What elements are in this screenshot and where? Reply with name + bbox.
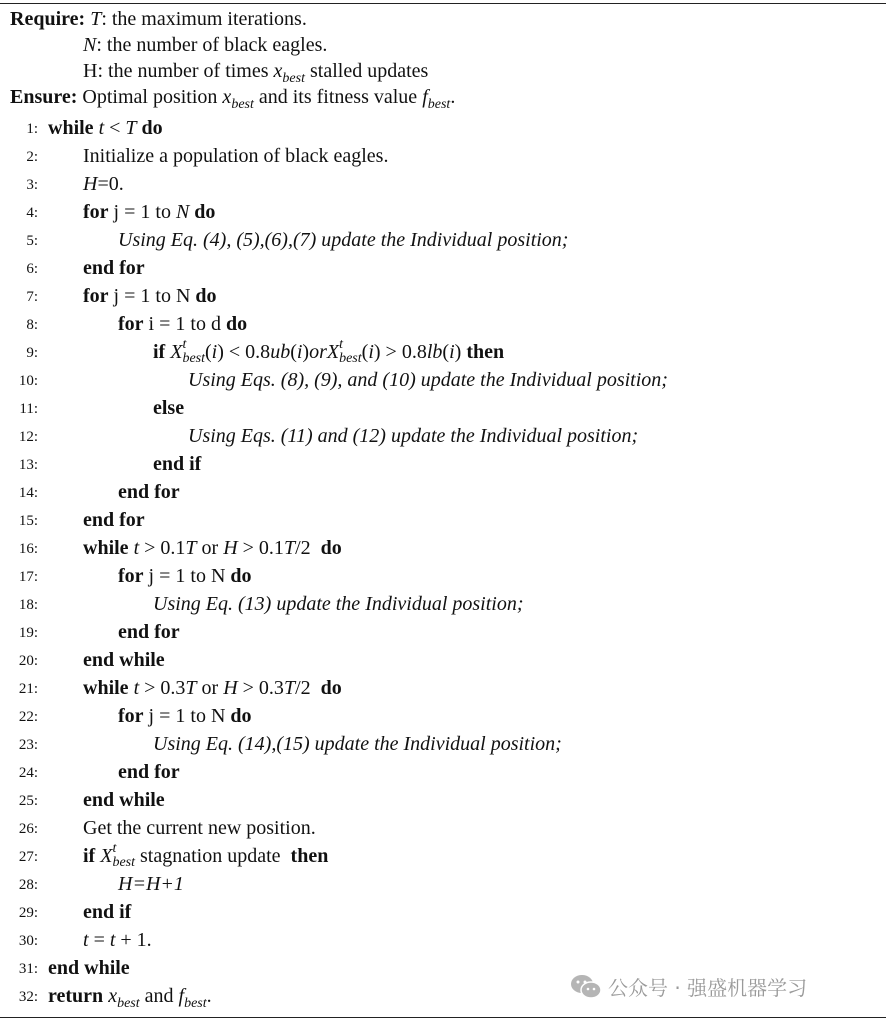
text-segment: for <box>118 705 144 727</box>
line-number: 27: <box>18 849 38 865</box>
text-segment: T <box>125 117 137 139</box>
text-segment: for <box>83 201 109 223</box>
text-segment: ( <box>361 341 369 363</box>
text-segment: end for <box>118 481 180 503</box>
text-segment: j = 1 to N <box>143 565 231 587</box>
text-segment: x <box>222 86 232 108</box>
text-segment: f <box>178 985 185 1007</box>
line-content <box>48 954 130 982</box>
text-segment: j = 1 to N <box>108 285 196 307</box>
line-content <box>83 646 165 674</box>
line-number: 17: <box>18 569 38 585</box>
sup-sub-script <box>112 842 135 870</box>
line-content <box>83 674 342 702</box>
line-content <box>153 730 562 758</box>
text-segment: end while <box>83 649 165 671</box>
watermark-text: 公众号 · 强盛机器学习 <box>608 976 808 1000</box>
line-content <box>118 310 247 338</box>
text-segment: or <box>196 537 224 559</box>
text-segment: Using Eqs. (8), (9), and (10) update the Individual position; <box>188 369 668 391</box>
text-segment: ( <box>442 341 450 363</box>
text-segment: or <box>196 677 224 699</box>
text-segment: i <box>449 341 455 363</box>
text-segment: N <box>175 201 190 223</box>
text-segment: /2 <box>295 537 316 559</box>
text-segment: and <box>139 985 179 1007</box>
line-number: 12: <box>18 429 38 445</box>
text-segment: Optimal position <box>82 86 223 108</box>
text-segment: i <box>211 341 218 363</box>
text-segment: H <box>223 537 238 559</box>
text-segment: > 0.3 <box>237 677 284 699</box>
text-segment: ( <box>290 341 297 363</box>
text-segment: x <box>108 985 118 1007</box>
text-segment: Using Eq. (4), (5),(6),(7) update the Individual position; <box>118 229 569 251</box>
line-content <box>83 814 316 842</box>
text-segment: end if <box>83 901 132 923</box>
text-segment: then <box>285 845 329 867</box>
line-number: 16: <box>18 541 38 557</box>
text-segment: = <box>88 929 110 951</box>
line-content <box>118 870 184 898</box>
superscript: t <box>112 841 117 856</box>
line-content <box>153 590 524 618</box>
text-segment: t <box>133 537 140 559</box>
superscript: t <box>182 337 187 352</box>
line-content <box>188 422 638 450</box>
text-segment: T <box>185 537 197 559</box>
line-number: 2: <box>26 149 38 165</box>
text-segment: H=H+1 <box>118 873 184 895</box>
line-content <box>83 170 124 198</box>
line-number: 32: <box>18 989 38 1005</box>
text-segment: do <box>315 677 342 699</box>
subscript: best <box>182 351 205 366</box>
text-segment: lb <box>426 341 443 363</box>
text-segment: best <box>427 97 451 112</box>
text-segment: do <box>315 537 342 559</box>
line-number: 13: <box>18 457 38 473</box>
text-segment: end for <box>118 621 180 643</box>
text-segment: T <box>283 537 296 559</box>
line-content <box>83 506 145 534</box>
text-segment: then <box>461 341 505 363</box>
text-segment: for <box>83 285 109 307</box>
superscript: t <box>339 337 343 352</box>
text-segment: best <box>282 71 305 86</box>
text-segment: ub <box>270 341 291 363</box>
wechat-icon <box>570 974 602 1000</box>
line-number: 14: <box>18 485 38 501</box>
text-segment: end for <box>83 509 145 531</box>
line-number: 11: <box>19 401 38 417</box>
text-segment: ) > 0.8 <box>373 341 427 363</box>
line-number: 22: <box>18 709 38 725</box>
text-segment: return <box>48 985 109 1007</box>
text-segment: > 0.3 <box>139 677 186 699</box>
line-number: 24: <box>18 765 38 781</box>
text-segment: end while <box>48 957 130 979</box>
text-segment: orX <box>309 341 340 363</box>
header-line <box>83 58 428 84</box>
text-segment: t <box>83 929 89 951</box>
line-content <box>188 366 668 394</box>
text-segment: t <box>133 677 140 699</box>
line-content <box>83 142 388 170</box>
text-segment: stalled updates <box>304 60 429 82</box>
text-segment: while <box>83 537 134 559</box>
text-segment: =0. <box>97 173 124 195</box>
text-segment: j = 1 to <box>108 201 176 223</box>
line-content <box>118 618 180 646</box>
text-segment: best <box>231 97 254 112</box>
watermark <box>570 972 807 1001</box>
text-segment: /2 <box>295 677 316 699</box>
line-content <box>83 282 217 310</box>
text-segment: best <box>184 996 207 1011</box>
text-segment: : the number of black eagles. <box>96 34 328 56</box>
text-segment: T <box>90 8 102 30</box>
top-rule <box>0 3 886 4</box>
text-segment: end while <box>83 789 165 811</box>
text-segment: if <box>83 845 101 867</box>
line-content <box>118 226 568 254</box>
header-line <box>10 84 455 110</box>
text-segment: + 1. <box>115 929 152 951</box>
line-number: 19: <box>18 625 38 641</box>
line-number: 25: <box>18 793 38 809</box>
line-content <box>153 338 504 366</box>
text-segment: < <box>104 117 126 139</box>
line-number: 18: <box>18 597 38 613</box>
line-number: 21: <box>18 681 38 697</box>
text-segment: Require: <box>10 8 91 30</box>
text-segment: i <box>296 341 303 363</box>
text-segment: for <box>118 565 144 587</box>
line-content <box>83 786 165 814</box>
line-content <box>83 926 152 954</box>
text-segment: if <box>153 341 171 363</box>
text-segment: end for <box>118 761 180 783</box>
text-segment: stagnation update <box>135 845 286 867</box>
line-content <box>118 562 252 590</box>
text-segment: do <box>195 285 217 307</box>
line-number: 10: <box>18 373 38 389</box>
line-number: 23: <box>18 737 38 753</box>
text-segment: . <box>206 985 212 1007</box>
text-segment: T <box>283 677 296 699</box>
line-number: 28: <box>18 877 38 893</box>
text-segment: H <box>83 173 98 195</box>
subscript: best <box>339 351 362 366</box>
line-number: 9: <box>26 345 38 361</box>
sup-sub-script <box>339 338 362 366</box>
text-segment: H <box>223 677 238 699</box>
line-number: 1: <box>26 121 38 137</box>
text-segment: and its fitness value <box>253 86 423 108</box>
line-content <box>48 114 163 142</box>
line-content <box>118 478 180 506</box>
subscript: best <box>112 855 135 870</box>
header-line <box>10 6 307 32</box>
text-segment: Using Eq. (14),(15) update the Individual position; <box>153 733 562 755</box>
line-content <box>153 450 201 478</box>
text-segment: H <box>83 60 98 82</box>
line-number: 26: <box>18 821 38 837</box>
line-content <box>118 702 252 730</box>
text-segment: do <box>225 313 248 335</box>
line-number: 7: <box>26 289 38 305</box>
line-content <box>83 842 328 870</box>
text-segment: : the maximum iterations. <box>101 8 307 30</box>
text-segment: X <box>100 845 113 867</box>
line-number: 29: <box>18 905 38 921</box>
line-number: 20: <box>18 653 38 669</box>
line-content <box>83 534 342 562</box>
text-segment: Initialize a population of black eagles. <box>83 145 389 167</box>
text-segment: do <box>230 565 252 587</box>
text-segment: while <box>48 117 99 139</box>
text-segment: f <box>422 86 428 108</box>
text-segment: i <box>368 341 374 363</box>
text-segment: x <box>273 60 283 82</box>
text-segment: ) <box>302 341 310 363</box>
text-segment: do <box>136 117 163 139</box>
text-segment: > 0.1 <box>237 537 284 559</box>
text-segment: . <box>450 86 456 108</box>
text-segment: Get the current new position. <box>83 817 316 839</box>
text-segment: best <box>117 996 140 1011</box>
text-segment: ) <box>454 341 462 363</box>
line-content <box>83 898 131 926</box>
text-segment: Ensure: <box>10 86 83 108</box>
line-content <box>153 394 184 422</box>
line-number: 15: <box>18 513 38 529</box>
text-segment: X <box>170 341 183 363</box>
line-content <box>83 198 215 226</box>
text-segment: > 0.1 <box>139 537 186 559</box>
text-segment: else <box>153 397 185 419</box>
text-segment: Using Eq. (13) update the Individual position; <box>153 593 524 615</box>
line-number: 4: <box>26 205 38 221</box>
text-segment: j = 1 to N <box>143 705 231 727</box>
text-segment: do <box>189 201 216 223</box>
text-segment: t <box>98 117 105 139</box>
text-segment: Using Eqs. (11) and (12) update the Individual position; <box>188 425 639 447</box>
text-segment: ) < 0.8 <box>217 341 271 363</box>
text-segment: t <box>109 929 116 951</box>
text-segment: end for <box>83 257 145 279</box>
line-number: 30: <box>18 933 38 949</box>
text-segment: : the number of times <box>97 60 274 82</box>
line-number: 31: <box>18 961 38 977</box>
header-line <box>83 32 327 58</box>
line-content <box>48 982 212 1011</box>
line-content <box>118 758 180 786</box>
line-number: 6: <box>26 261 38 277</box>
text-segment: while <box>83 677 134 699</box>
line-number: 8: <box>26 317 38 333</box>
sup-sub-script <box>182 338 205 366</box>
text-segment: for <box>118 313 144 335</box>
line-content <box>83 254 145 282</box>
bottom-rule <box>0 1017 886 1018</box>
text-segment: ( <box>205 341 212 363</box>
text-segment: do <box>230 705 252 727</box>
text-segment: i = 1 to d <box>143 313 226 335</box>
text-segment: N <box>83 34 97 56</box>
text-segment: T <box>185 677 197 699</box>
line-number: 3: <box>26 177 38 193</box>
text-segment: end if <box>153 453 202 475</box>
line-number: 5: <box>26 233 38 249</box>
